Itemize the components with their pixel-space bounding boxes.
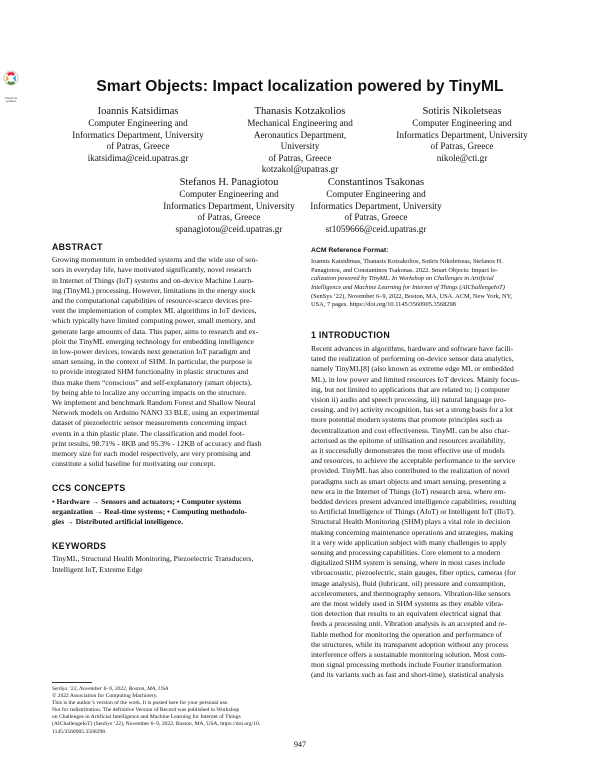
author-affiliation: of Patras, Greece <box>106 141 170 152</box>
author-affiliation: Mechanical Engineering and <box>247 118 353 128</box>
intro-line: acterised as the epitome of utilisation and resources availability, <box>311 435 506 445</box>
footnote-line: © 2022 Association for Computing Machinery. <box>52 693 158 700</box>
reference-line: Panagiotou, and Constantinos Tsakonas. 2022. Smart Objects: Impact lo- <box>311 266 498 274</box>
author-block <box>234 105 366 176</box>
author-affiliation: Informatics Department, University <box>310 200 442 211</box>
author-affiliation: of Patras, Greece <box>344 212 408 223</box>
author-affiliation: Informatics Department, University <box>163 200 295 211</box>
ccs-line: organization → Real-time systems; • Computing methodolo- <box>52 506 248 516</box>
footnote-line: SenSys ’22, November 6–9, 2022, Boston, MA, USA <box>52 686 169 692</box>
abstract-line: to provide integrated SHM functionality in plastic structures and <box>52 367 249 377</box>
intro-line: more potential modern systems that promote principles such as <box>311 415 503 425</box>
abstract-line: constitute a solid baseline for motivating our concept. <box>52 459 216 469</box>
reference-line: USA, 7 pages. https://doi.org/10.1145/3560905.3568298 <box>311 301 456 309</box>
footnote-line: 1145/3560905.3568298. <box>52 728 107 735</box>
author-block <box>310 176 442 235</box>
intro-line: cessing, and iv) activity recognition, has set a strong basis for a lot <box>311 405 514 415</box>
author-affiliation: Informatics Department, University <box>72 129 204 140</box>
ccs-line: gies → Distributed artificial intelligence. <box>52 517 183 527</box>
intro-line: vibroacoustic, piezoelectric, stain gauges, fiber optics, cameras (for <box>311 568 516 578</box>
abstract-line: ing (TinyML) processing. However, limitations in the energy stock <box>52 285 256 295</box>
intro-line: accelerometers, and thermography sensors. Vibration-like sensors <box>311 588 511 598</box>
intro-line: vision ii) audio and speech processing, iii) natural language pro- <box>311 394 507 404</box>
intro-line: liable method for monitoring the operation and performance of <box>311 629 503 639</box>
intro-line: ML), in low power and limited resources IoT devices. Mainly focus- <box>311 374 520 384</box>
abstract-line: Growing momentum in embedded systems and the wide use of sen- <box>52 255 258 265</box>
author-affiliation: of Patras, Greece <box>268 152 332 163</box>
author-name: Constantinos Tsakonas <box>327 177 425 188</box>
footnote-line: (AIChallengeIoT) (SenSys ’22), November 6–9, 2022, Boston, MA, USA, https://doi.org/10. <box>52 721 261 728</box>
abstract-line: thus make them “conscious” and self-explanatory (smart objects), <box>52 377 252 387</box>
author-affiliation: of Patras, Greece <box>430 141 494 152</box>
author-email: st1059666@ceid.upatras.gr <box>325 223 427 234</box>
reference-line: Ioannis Katsidimas, Thanasis Kotzakolios, Sotiris Nikoletseas, Stefanos H. <box>311 258 503 266</box>
intro-line: the structures, while its transparent adoption without any process <box>311 639 509 649</box>
footnote-line: This is the author’s version of the work. It is posted here for your personal use. <box>52 700 229 707</box>
intro-line: and resources, to achieve the acceptable performance to the service <box>311 456 516 466</box>
intro-line: paradigms such as smart objects and smart sensing, presenting a <box>311 476 506 486</box>
intro-line: interference offers a sustainable monitoring solution. Most com- <box>311 650 507 660</box>
author-email: spanagiotou@ceid.upatras.gr <box>175 223 283 234</box>
abstract-line: generate large amounts of data. This paper, aims to research and ex- <box>52 326 259 336</box>
intro-line: Structural Health Monitoring (SHM) plays a vital role in decision <box>311 517 511 527</box>
reference-line: calization powered by TinyML. In Workshop on Challenges in Artificial <box>311 275 494 283</box>
author-affiliation: Computer Engineering and <box>88 118 188 128</box>
abstract-line: print results, 98.71% - 8KB and 95.3% - 12KB of accuracy and flash <box>52 438 262 448</box>
intro-line: bedded devices present advanced intelligence capabilities, resulting <box>311 497 517 507</box>
intro-line: as it successfully demonstrates the most effective use of models <box>311 446 505 455</box>
reference-body <box>311 258 549 310</box>
intro-line: new era in the Internet of Things (IoT) research area, where em- <box>311 486 507 496</box>
ccs-body <box>52 497 289 528</box>
author-email: nikole@cti.gr <box>436 152 488 163</box>
introduction-heading: 1 INTRODUCTION <box>311 329 390 340</box>
abstract-line: by being able to localize any occurring impacts on the structure. <box>52 387 247 397</box>
author-name: Thanasis Kotzakolios <box>254 106 346 117</box>
author-affiliation: of Patras, Greece <box>197 212 261 223</box>
footnote-rule <box>52 682 92 683</box>
intro-line: (and its variants such as fast and short-time), statistical analysis <box>311 670 504 680</box>
abstract-line: and the computational capabilities of resource-scarce devices pre- <box>52 296 253 306</box>
keywords-line: Intelligent IoT, Extreme Edge <box>52 564 143 574</box>
author-name: Ioannis Katsidimas <box>97 106 179 117</box>
intro-line: digitalized SHM system is sensing, where in most cases include <box>311 558 506 568</box>
author-affiliation: Computer Engineering and <box>326 189 426 199</box>
page-number: 947 <box>294 740 306 749</box>
abstract-line: events in a thin plastic plate. The classification and model foot- <box>52 428 245 438</box>
abstract-line: We implement and benchmark Random Forest and Shallow Neural <box>52 398 256 408</box>
intro-line: decentralization and cost effectiveness. TinyML can be also char- <box>311 425 510 435</box>
abstract-line: smart sensing, in the context of SHM. In particular, the purpose is <box>52 357 253 367</box>
abstract-line: which typically have limited computing power, small memory, and <box>52 316 256 326</box>
intro-line: making concerning maintenance operations and strategies, making <box>311 527 514 537</box>
intro-line: tated the realization of performing on-device sensor data analytics, <box>311 354 514 364</box>
author-block <box>72 105 204 164</box>
intro-line: ing, but not limited to applications that are related to; i) computer <box>311 384 510 394</box>
author-block <box>396 105 528 164</box>
abstract-line: ploit the TinyML emerging technology for embedding intelligence <box>52 336 254 346</box>
intro-line: provided. TinyML has also contributed to the realization of novel <box>311 466 510 476</box>
keywords-heading: KEYWORDS <box>52 541 107 552</box>
footnote-line: on Challenges in Artificial Intelligence and Machine Learning for Internet of Things <box>52 714 241 721</box>
author-email: ikatsidima@ceid.upatras.gr <box>87 152 189 163</box>
author-affiliation: Computer Engineering and <box>412 118 512 128</box>
reference-line: (SenSys ’22), November 6–9, 2022, Boston, MA, USA. ACM, New York, NY, <box>311 292 513 300</box>
intro-line: feeds a processing unit. Vibration analysis is an accepted and re- <box>311 619 507 629</box>
paper-title: Smart Objects: Impact localization powered by TinyML <box>96 78 504 95</box>
ccs-heading: CCS CONCEPTS <box>52 483 126 494</box>
intro-line: are the most widely used in SHM systems as they enable vibra- <box>311 599 504 609</box>
keywords-body <box>52 554 289 574</box>
intro-line: mon signal processing methods include Fourier transformation <box>311 660 502 670</box>
author-affiliation: Computer Engineering and <box>179 189 279 199</box>
intro-line: namely TinyML[8] (also known as extreme edge ML or embedded <box>311 364 514 374</box>
abstract-line: memory size for each model respectively, are very promising and <box>52 449 251 459</box>
intro-line: to Artificial Intelligence of Things (AIoT) or Intelligent IoT (IIoT). <box>311 507 515 517</box>
footnote-line: Not for redistribution. The definitive Version of Record was published in Workshop <box>52 707 240 714</box>
abstract-heading: ABSTRACT <box>52 242 103 252</box>
keywords-line: TinyML, Structural Health Monitoring, Piezoelectric Transducers, <box>52 554 254 564</box>
introduction-body <box>311 344 549 681</box>
intro-line: Recent advances in algorithms, hardware and software have facili- <box>311 343 514 353</box>
intro-line: image analysis), fluid (lubricant, oil) pressure and consumption, <box>311 578 506 588</box>
abstract-line: Network models on Arduino NANO 33 BLE, using an experimental <box>52 408 260 418</box>
author-name: Stefanos H. Panagiotou <box>179 177 279 188</box>
intro-line: tion detection that results to an equivalent electrical signal that <box>311 609 501 619</box>
reference-heading: ACM Reference Format: <box>311 247 389 254</box>
abstract-line: vent the implementation of complex ML algorithms in IoT devices, <box>52 306 257 316</box>
intro-line: it a very wide application subject with many challenges to apply <box>311 537 507 547</box>
author-affiliation: Informatics Department, University <box>396 129 528 140</box>
reference-line: Intelligence and Machine Learning for Internet of Things (AIChallengeIoT) <box>311 283 505 291</box>
abstract-body <box>52 255 289 469</box>
author-name: Sotiris Nikoletseas <box>422 106 502 117</box>
author-affiliation: Aeronautics Department, University <box>253 129 347 152</box>
copyright-footnote <box>52 686 289 736</box>
abstract-line: in low-power devices, towards next generation IoT paradigm and <box>52 347 251 357</box>
author-block <box>163 176 295 235</box>
left-column <box>52 242 289 575</box>
ccs-line: • Hardware → Sensors and actuators; • Computer systems <box>52 496 242 506</box>
intro-line: sensing and processing capabilities. Core element to a modern <box>311 548 501 558</box>
author-email: kotzakol@upatras.gr <box>261 164 339 175</box>
abstract-line: sors in everyday life, have motivated significantly, novel research <box>52 265 252 275</box>
abstract-line: in Internet of Things (IoT) systems and on-device Machine Learn- <box>52 275 254 285</box>
abstract-line: dataset of piezoelectric sensor measurements concerning impact <box>52 418 247 428</box>
right-column <box>311 246 549 681</box>
badge-label: Check for updates <box>4 96 18 103</box>
